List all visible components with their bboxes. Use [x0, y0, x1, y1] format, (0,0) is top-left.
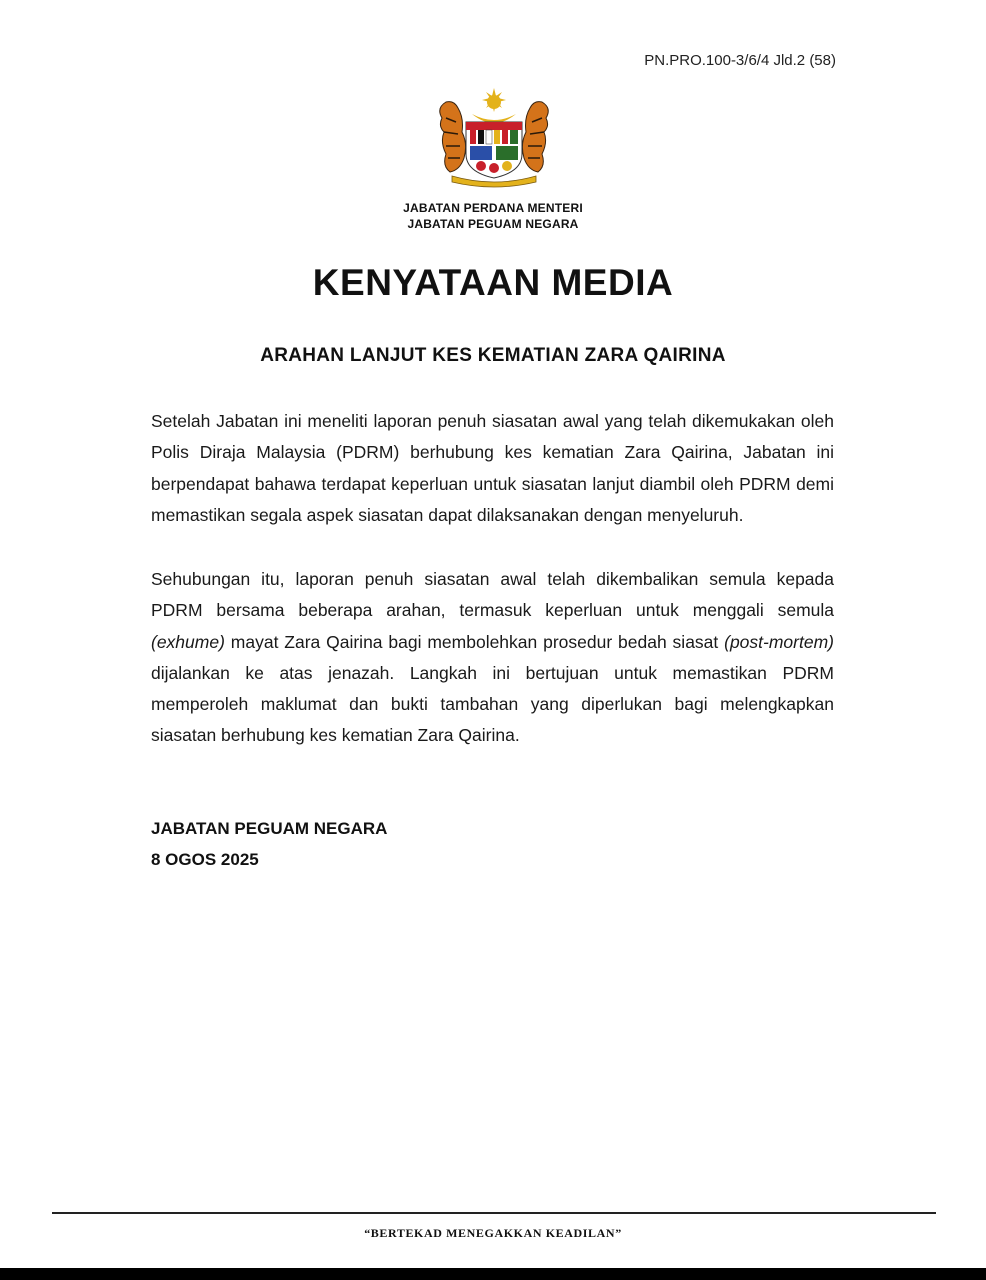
department-header: [0, 200, 986, 232]
footer-divider: [52, 1212, 936, 1214]
reference-number: PN.PRO.100-3/6/4 Jld.2 (58): [644, 52, 836, 69]
paragraph-2-text-c: dijalankan ke atas jenazah. Langkah ini bertujuan untuk memastikan PDRM memperoleh maklumat dan bukti tambahan yang diperlukan bagi melengkapkan siasatan berhubung kes kematian Zara Qairina.: [151, 662, 834, 746]
department-line-pm: JABATAN PERDANA MENTERI: [403, 201, 583, 215]
signature-date: 8 OGOS 2025: [151, 850, 259, 869]
paragraph-2-text-b: mayat Zara Qairina bagi membolehkan prosedur bedah siasat: [224, 631, 725, 652]
bottom-bar: [0, 1268, 986, 1280]
statement-subtitle: ARAHAN LANJUT KES KEMATIAN ZARA QAIRINA: [260, 345, 726, 366]
paragraph-2: [151, 564, 834, 752]
paragraph-2-text-a: Sehubungan itu, laporan penuh siasatan awal telah dikembalikan semula kepada PDRM bersama beberapa arahan, termasuk keperluan untuk menggali semula: [151, 569, 834, 621]
malaysia-coat-of-arms-icon: [432, 88, 556, 190]
statement-title: KENYATAAN MEDIA: [312, 262, 674, 303]
paragraph-1: Setelah Jabatan ini meneliti laporan penuh siasatan awal yang telah dikemukakan oleh Polis Diraja Malaysia (PDRM) berhubung kes kematian Zara Qairina, Jabatan ini berpendapat bahawa terdapat keperluan untuk siasatan lanjut diambil oleh PDRM demi memastikan segala aspek siasatan dapat dilaksanakan dengan menyeluruh.: [151, 411, 834, 525]
paragraph-2-italic-post-mortem: (post-mortem): [724, 631, 834, 652]
footer-motto: “BERTEKAD MENEGAKKAN KEADILAN”: [364, 1226, 622, 1240]
paragraph-2-italic-exhume: (exhume): [151, 631, 225, 652]
signature-organization: JABATAN PEGUAM NEGARA: [151, 819, 388, 838]
department-line-ag: JABATAN PEGUAM NEGARA: [407, 217, 579, 231]
